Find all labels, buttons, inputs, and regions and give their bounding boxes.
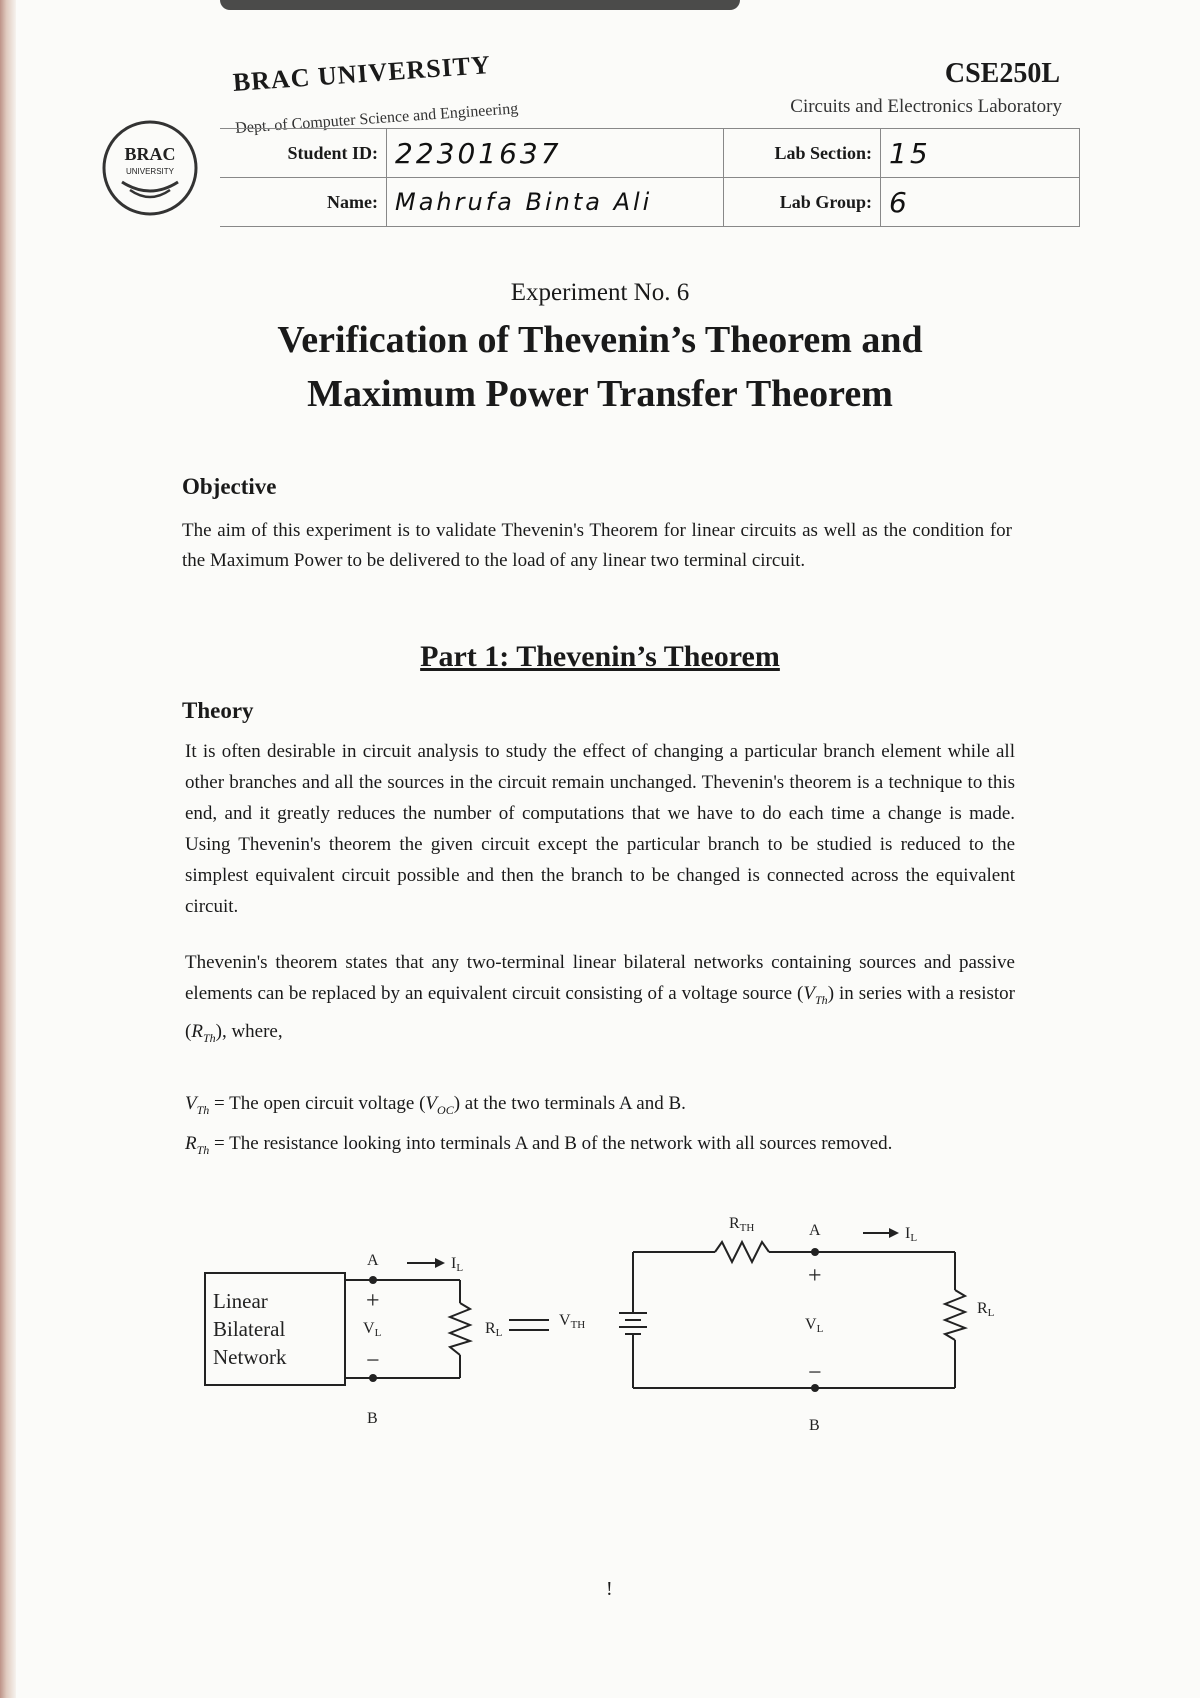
vth-definition xyxy=(185,1093,686,1118)
terminal-a-right: A xyxy=(809,1222,821,1239)
current-arrow-left xyxy=(435,1258,445,1268)
sym-th-sub: Th xyxy=(196,1142,210,1157)
current-arrow-right xyxy=(889,1228,899,1238)
sym-v: V xyxy=(185,1093,197,1114)
lab-group-handwritten: 6 xyxy=(889,185,910,219)
logo-text-main: BRAC xyxy=(124,144,176,164)
name-handwritten: Mahrufa Binta Ali xyxy=(395,188,653,216)
rl-label-right xyxy=(977,1300,995,1319)
title-line-1: Verification of Thevenin’s Theorem and xyxy=(277,319,923,361)
rth-letter: R xyxy=(729,1215,740,1232)
current-label-right xyxy=(905,1225,917,1244)
vth-def-text-a: = The open circuit voltage ( xyxy=(209,1093,426,1114)
r-letter: R xyxy=(977,1300,988,1317)
top-edge-shadow xyxy=(220,0,740,10)
course-code: CSE250L xyxy=(944,58,1060,89)
rth-resistor xyxy=(715,1242,769,1262)
lab-section-value xyxy=(881,129,1080,178)
vth-def-text-b: ) at the two terminals A and B. xyxy=(453,1093,686,1114)
sym-th-sub: Th xyxy=(196,1102,210,1117)
sym-r: R xyxy=(191,1020,203,1042)
objective-paragraph: The aim of this experiment is to validate Thevenin's Theorem for linear circuits as well as the condition for the Maximum Power to be delivered to the load of any linear two terminal circuit. xyxy=(182,520,1012,571)
r-sub: L xyxy=(987,1307,995,1319)
sym-r: R xyxy=(185,1133,197,1154)
i-letter: I xyxy=(451,1255,457,1272)
theory-p2-part-c: ), where, xyxy=(215,1020,283,1042)
theory-paragraph-1: It is often desirable in circuit analysis to study the effect of changing a particular branch element while all other branches and all the sources in the circuit remain unchanged. Thevenin's theorem is a technique to this end, and it greatly reduces the number of computations that we have to do each time a change is made. Using Thevenin's theorem the given circuit except the particular branch to be studied is reduced to the simplest equivalent circuit possible and then the branch to be changed is connected across the equivalent circuit. xyxy=(185,741,1015,917)
network-label-2: Bilateral xyxy=(213,1317,286,1341)
network-label-3: Network xyxy=(213,1345,287,1369)
right-load-resistor xyxy=(945,1290,965,1340)
minus-right: − xyxy=(808,1360,822,1386)
vl-label-left xyxy=(363,1320,382,1339)
current-label-left xyxy=(451,1255,463,1274)
vl-label-right xyxy=(805,1316,824,1335)
terminal-b-dot-left xyxy=(369,1374,377,1382)
v-sub: L xyxy=(816,1323,824,1335)
student-info-table xyxy=(220,128,1080,227)
student-id-handwritten: 22301637 xyxy=(395,136,562,170)
objective-heading: Objective xyxy=(182,474,277,499)
rl-label-left xyxy=(485,1320,503,1339)
experiment-number: Experiment No. 6 xyxy=(510,279,690,306)
lab-group-label: Lab Group: xyxy=(724,178,881,227)
terminal-b-left: B xyxy=(367,1410,378,1427)
lab-group-value xyxy=(881,178,1080,227)
r-sub: L xyxy=(495,1327,503,1339)
vth-battery xyxy=(619,1313,647,1334)
department-name: Dept. of Computer Science and Engineering xyxy=(234,100,519,138)
minus-left: − xyxy=(366,1348,380,1374)
left-load-resistor xyxy=(450,1303,470,1355)
rth-label xyxy=(729,1215,754,1234)
i-letter: I xyxy=(905,1225,911,1242)
vth-label xyxy=(559,1312,585,1331)
brac-university-logo xyxy=(100,118,200,218)
plus-right: + xyxy=(808,1263,822,1289)
page-mark: ! xyxy=(606,1578,613,1600)
torn-left-edge xyxy=(0,0,16,1698)
vth-sub: TH xyxy=(570,1319,586,1331)
sym-oc-sub: OC xyxy=(437,1102,454,1117)
theory-p2-part-a: Thevenin's theorem states that any two-terminal linear bilateral networks containing sources and passive elements can be replaced by an equivalent circuit consisting of a voltage source ( xyxy=(185,952,1015,1004)
sym-v: V xyxy=(803,983,815,1004)
v-sub: L xyxy=(374,1327,382,1339)
course-name: Circuits and Electronics Laboratory xyxy=(790,96,1062,117)
sym-v: V xyxy=(425,1093,438,1114)
part1-heading: Part 1: Thevenin’s Theorem xyxy=(420,640,780,673)
rth-symbol xyxy=(185,1133,210,1157)
rth-def-text: = The resistance looking into terminals A and B of the network with all sources removed. xyxy=(209,1133,893,1154)
i-sub: L xyxy=(456,1262,464,1274)
theory-heading: Theory xyxy=(182,698,254,723)
network-label-1: Linear xyxy=(213,1289,268,1313)
vth-letter: V xyxy=(559,1312,571,1329)
info-row-1 xyxy=(220,129,1080,178)
title-line-2: Maximum Power Transfer Theorem xyxy=(307,373,893,415)
lab-section-label: Lab Section: xyxy=(724,129,881,178)
theory-p2-part-b: ) in series with a resistor ( xyxy=(185,983,1015,1042)
terminal-a-dot-left xyxy=(369,1276,377,1284)
thevenin-circuit-diagram xyxy=(195,1195,1015,1455)
info-row-2 xyxy=(220,178,1080,227)
name-value xyxy=(387,178,724,227)
rth-sub: TH xyxy=(739,1222,755,1234)
student-id-value xyxy=(387,129,724,178)
plus-left: + xyxy=(366,1288,380,1314)
theory-paragraph-2 xyxy=(185,947,1015,1054)
student-id-label: Student ID: xyxy=(220,129,387,178)
sym-th-sub: Th xyxy=(202,1030,216,1045)
experiment-title xyxy=(0,313,1200,421)
logo-text-sub: UNIVERSITY xyxy=(125,167,175,176)
terminal-a-left: A xyxy=(367,1252,379,1269)
voc-symbol xyxy=(425,1093,454,1117)
name-label: Name: xyxy=(220,178,387,227)
v-letter: V xyxy=(363,1320,375,1337)
i-sub: L xyxy=(910,1232,918,1244)
rth-definition xyxy=(185,1133,892,1158)
lab-section-handwritten: 15 xyxy=(889,136,931,170)
vth-symbol xyxy=(185,1093,210,1117)
r-letter: R xyxy=(485,1320,496,1337)
terminal-a-dot-right xyxy=(811,1248,819,1256)
sym-th-sub: Th xyxy=(815,992,828,1007)
v-letter: V xyxy=(805,1316,817,1333)
terminal-b-right: B xyxy=(809,1417,820,1434)
vth-symbol-inline xyxy=(803,983,828,1007)
university-name: BRAC UNIVERSITY xyxy=(231,50,492,98)
rth-symbol-inline xyxy=(191,1020,216,1045)
